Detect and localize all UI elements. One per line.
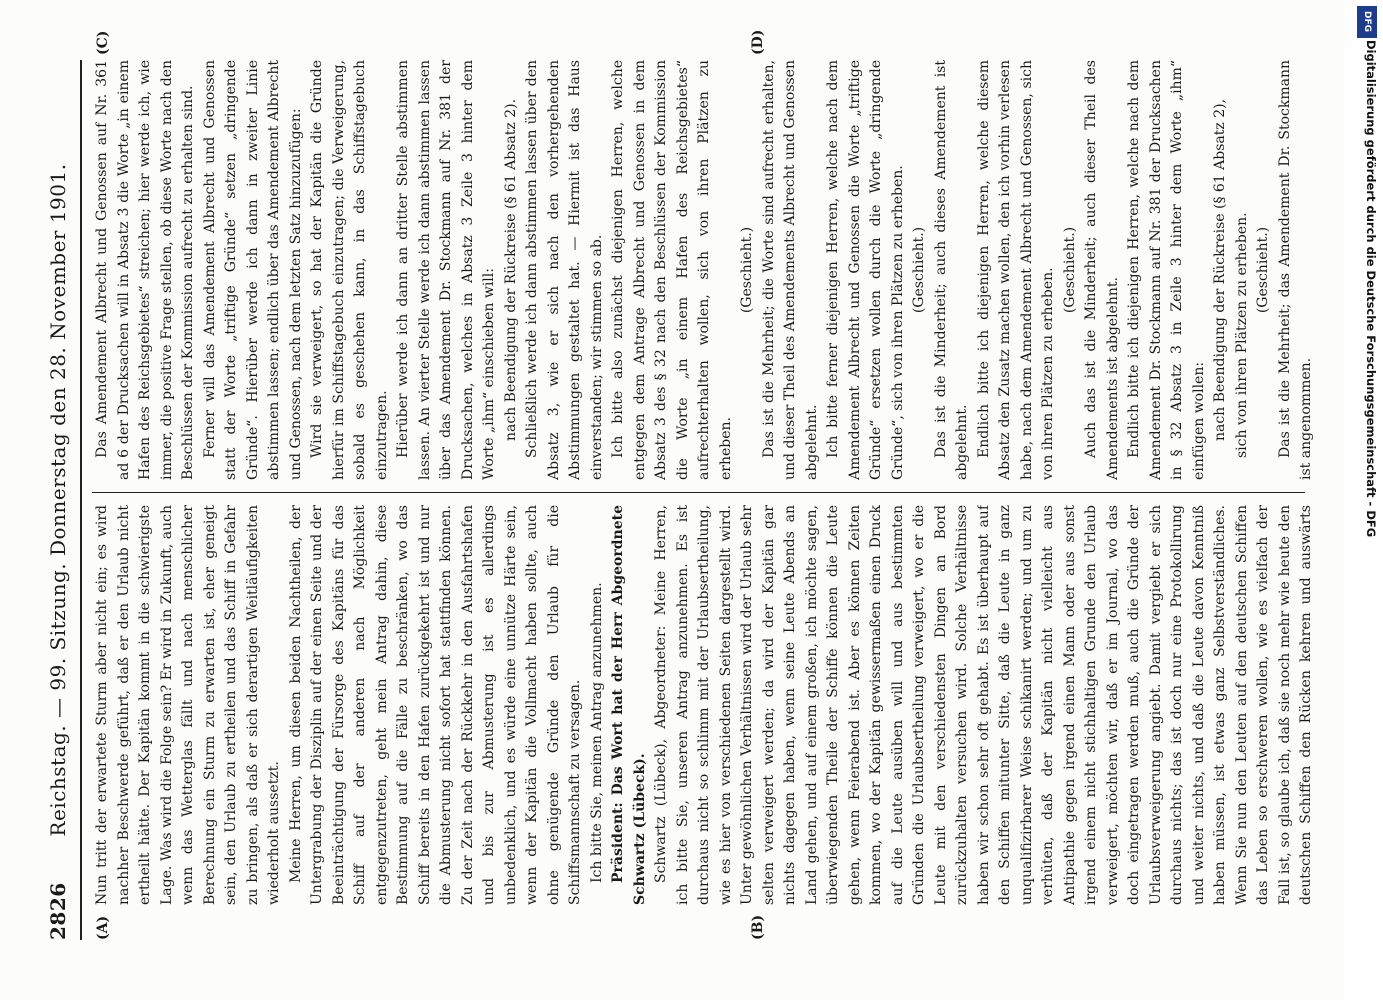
column-divider <box>92 492 1305 493</box>
quoted-text: Wird sie verweigert, so hat der Kapitän die Gründe hierfür im Schiffstagebuch einzutragen; die Verweigerung, sobald es geschehen kann, in das Schiffstagebuch einzutragen. <box>309 60 390 480</box>
left-column <box>92 505 1315 905</box>
paragraph: Ferner will das Amendement Albrecht und Genossen statt der Worte „triftige Gründe“ setzen „dringende Gründe“. Hierüber werde ich dann in zweiter Linie abstimmen lassen; endlich über das Amendement Albrecht und Genossen, nach dem letzten Satz hinzuzufügen: <box>201 60 304 480</box>
dfg-funding-note: Digitalisierung gefördert durch die Deutsche Forschungsgemeinschaft - DFG <box>1364 40 1378 538</box>
margin-marker-d: (D) <box>750 29 766 55</box>
paragraph: Ich bitte ferner diejenigen Herren, welche nach dem Amendement Albrecht und Genossen die Worte „triftige Gründe“ ersetzen wollen durch die Worte „dringende Gründe“, sich von ihren Plätzen zu erheben. <box>825 60 906 480</box>
paragraph: Meine Herren, um diesen beiden Nachtheilen, der Untergrabung der Disziplin auf der einen Seite und der Beeinträchtigung der Fürsorge des Kapitäns für das Schiff auf der anderen nach Möglichkeit entgegenzutreten, geht mein Antrag dahin, diese Bestimmung auf die Fälle zu beschränken, wo das Schiff bereits in den Hafen zurückgekehrt ist und nur die Abmusterung nicht sofort hat stattfinden können. Zu der Zeit nach der Rückkehr in den Ausfahrtshafen und bis zur Abmusterung ist es allerdings unbedenklich, und es würde eine unnütze Härte sein, wenn der Kapitän die Vollmacht haben sollte, auch ohne genügende Gründe den Urlaub für die Schiffsmannschaft zu versagen. <box>287 505 583 905</box>
paragraph: Ich bitte also zunächst diejenigen Herren, welche entgegen dem Antrage Albrecht und Genossen in dem Absatz 3 des § 32 nach den Beschlüssen der Kommission die Worte „in einem Hafen des Reichsgebietes“ aufrechterhalten wollen, sich von ihren Plätzen zu erheben. <box>610 60 734 480</box>
speaker-paragraph: Präsident: Das Wort hat der Herr Abgeordnete Schwartz (Lübeck). <box>610 505 648 905</box>
paragraph: Auch das ist die Minderheit; auch dieser Theil des Amendements ist abgelehnt. <box>1083 60 1121 480</box>
paragraph: Schwartz (Lübeck), Abgeordneter: Meine Herren, ich bitte Sie, unseren Antrag anzunehmen. Es ist durchaus nicht so schlimm mit der Urlaubsertheilung, wie es hier von verschiedenen Seiten dargestellt wird. Unter gewöhnlichen Verhältnissen wird der Urlaub sehr selten verweigert werden; da wird der Kapitän gar nichts dagegen haben, wenn seine Leute Abends an Land gehen, und auf einem großen, ich möchte sagen, überwiegenden Theile der Schiffe können die Leute gehen, wenn Feierabend ist. Aber es können Zeiten kommen, wo der Kapitän gewissermaßen einen Druck auf die Leute ausüben will und aus bestimmten Gründen die Urlaubsertheilung verweigert, wo er die Leute mit den verschiedensten Dingen an Bord zurückzuhalten versuchen wird. Solche Verhältnisse haben wir schon sehr oft gehabt. Es ist überhaupt auf den Schiffen mitunter Sitte, daß die Leute in ganz unqualifizirbarer Weise schikanirt werden; und um zu verhüten, daß der Kapitän nicht vielleicht aus Antipathie gegen irgend einen Mann oder aus sonst irgend einem nicht stichhaltigen Grunde den Urlaub verweigert, möchten wir, daß er im Journal, wo das doch eingetragen werden muß, auch die Gründe der Urlaubsverweigerung angiebt. Damit vergiebt er sich durchaus nichts; das ist doch nur eine Protokollirung und weiter nichts, und daß die Leute davon Kenntniß haben müssen, ist etwas ganz Selbstverständliches. Wenn Sie nun den Leuten auf den deutschen Schiffen das Leben so erschweren wollen, wie es vielfach der Fall ist, so glaube ich, daß sie noch mehr wie heute den deutschen Schiffen den Rücken kehren und auswärts <box>653 505 1314 905</box>
paragraph: Ich bitte Sie, meinen Antrag anzunehmen. <box>588 582 605 883</box>
stage-direction: (Geschieht.) <box>911 226 927 314</box>
paragraph: Hierüber werde ich dann an dritter Stelle abstimmen lassen. An vierter Stelle werde ich dann abstimmen lassen über das Amendement Dr. Stockmann auf Nr. 381 der Drucksachen, welches in Absatz 3 Zeile 3 hinter dem Worte „ihm“ einschieben will: <box>395 60 497 480</box>
paragraph: Das Amendement Albrecht und Genossen auf Nr. 361 ad 6 der Drucksachen will in Absatz 3 die Worte „in einem Hafen des Reichsgebietes“ streichen; hier werde ich, wie immer, die positive Frage stellen, ob diese Worte nach den Beschlüssen der Kommission aufrecht zu erhalten sind. <box>94 60 196 480</box>
paragraph: Endlich bitte ich diejenigen Herren, welche nach dem Amendement Dr. Stockmann auf Nr. 381 der Drucksachen in § 32 Absatz 3 in Zeile 3 hinter dem Worte „ihm“ einfügen wollen: <box>1126 60 1207 480</box>
stage-direction: (Geschieht.) <box>739 226 755 314</box>
margin-marker-b: (B) <box>750 914 766 940</box>
running-title: Reichstag. — 99. Sitzung. Donnerstag den 28. November 1901. <box>46 163 70 837</box>
paragraph: Das ist die Minderheit; auch dieses Amendement ist abgelehnt. <box>932 60 970 480</box>
stage-direction: (Geschieht.) <box>1061 226 1078 314</box>
paragraph: Das ist die Mehrheit; das Amendement Dr. Stockmann ist angenommen. <box>1276 60 1314 480</box>
margin-marker-c: (C) <box>95 30 111 55</box>
paragraph: Endlich bitte ich diejenigen Herren, welche diesem Absatz den Zusatz machen wollen, den ich vorhin verlesen habe, nach dem Amendement Albrecht und Genossen, sich von ihren Plätzen zu erheben. <box>975 60 1056 480</box>
paragraph: Schließlich werde ich dann abstimmen lassen über den Absatz 3, wie er sich nach den vorhergehenden Abstimmungen gestaltet hat. — Hiermit ist das Haus einverstanden; wir stimmen so ab. <box>524 60 605 480</box>
quoted-text: nach Beendigung der Rückreise (§ 61 Absatz 2), <box>1212 98 1228 442</box>
page-header <box>40 60 82 940</box>
stage-direction: (Geschieht.) <box>1255 226 1271 314</box>
quoted-text: nach Beendigung der Rückreise (§ 61 Absatz 2). <box>502 98 519 442</box>
page-number: 2826 <box>46 882 70 940</box>
dfg-logo-icon: DFG <box>1357 6 1377 38</box>
right-column <box>92 60 1315 480</box>
margin-marker-a: (A) <box>95 915 111 940</box>
paragraph: Das ist die Mehrheit; die Worte sind aufrecht erhalten, und dieser Theil des Amendements Albrecht und Genossen abgelehnt. <box>760 60 820 480</box>
paragraph: sich von ihren Plätzen zu erheben. <box>1233 212 1250 458</box>
paragraph: Nun tritt der erwartete Sturm aber nicht ein; es wird nachher Beschwerde geführt, daß er den Urlaub nicht ertheilt hätte. Der Kapitän kommt in die schwierigste Lage. Was wird die Folge sein? Er wird in Zukunft, auch wenn das Wetterglas fällt und nach menschlicher Berechnung ein Sturm zu erwarten ist, eher geneigt sein, den Urlaub zu ertheilen und das Schiff in Gefahr zu bringen, als daß er sich derartigen Weitläufigkeiten wiederholt aussetzt. <box>94 505 282 905</box>
